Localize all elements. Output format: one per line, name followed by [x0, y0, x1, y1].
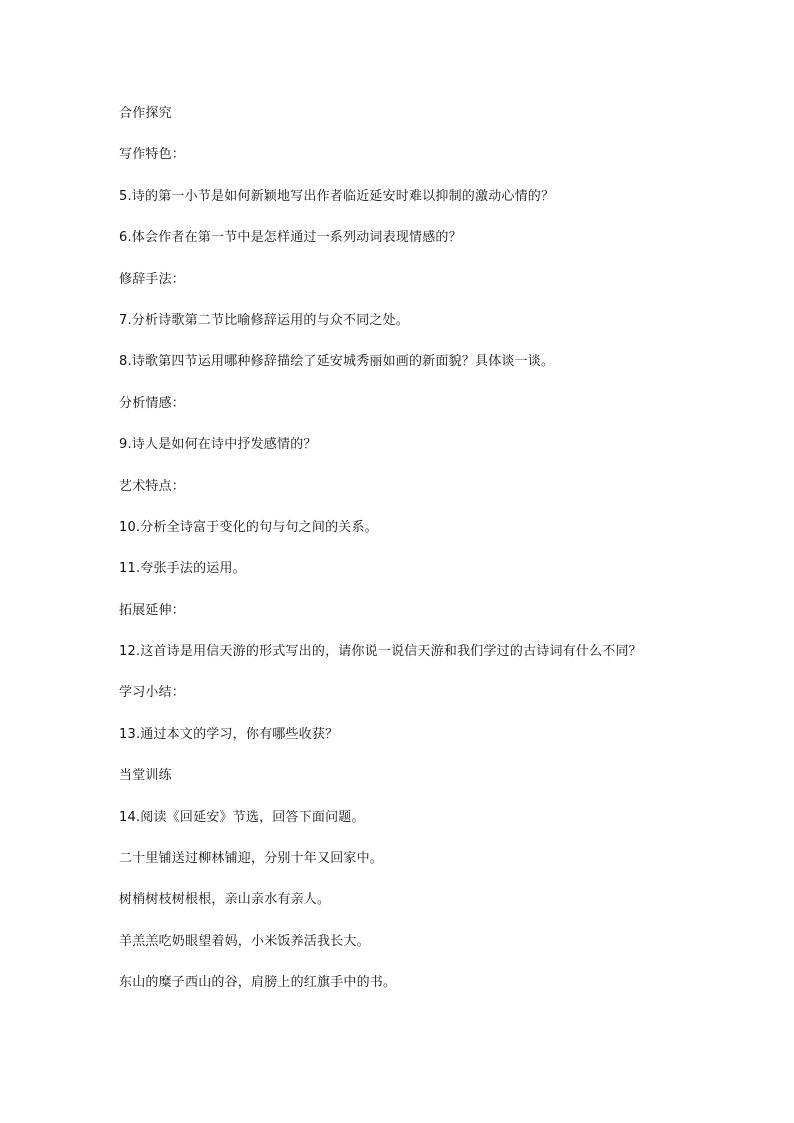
subheading-writing-features: 写作特色：: [119, 147, 186, 163]
poem-line-3: 羊羔羔吃奶眼望着妈，小米饭养活我长大。: [119, 933, 370, 949]
section-heading-cooperative-inquiry: 合作探究: [119, 106, 172, 121]
subheading-summary: 学习小结：: [119, 685, 186, 701]
subheading-extension: 拓展延伸：: [119, 602, 186, 618]
question-9: 9.诗人是如何在诗中抒发感情的？: [119, 437, 317, 453]
poem-line-1: 二十里铺送过柳林铺迎，分别十年又回家中。: [119, 851, 384, 867]
poem-line-2: 树梢树枝树根根，亲山亲水有亲人。: [119, 892, 331, 908]
question-12: 12.这首诗是用信天游的形式写出的，请你说一说信天游和我们学过的古诗词有什么不同？: [119, 644, 642, 660]
question-5: 5.诗的第一小节是如何新颖地写出作者临近延安时难以抑制的激动心情的？: [119, 188, 555, 204]
question-11: 11.夸张手法的运用。: [119, 561, 246, 577]
question-8: 8.诗歌第四节运用哪种修辞描绘了延安城秀丽如画的新面貌？具体谈一谈。: [119, 354, 555, 370]
section-heading-in-class-practice: 当堂训练: [119, 768, 172, 784]
question-7: 7.分析诗歌第二节比喻修辞运用的与众不同之处。: [119, 312, 410, 328]
question-10: 10.分析全诗富于变化的句与句之间的关系。: [119, 519, 378, 535]
subheading-artistic-features: 艺术特点：: [119, 478, 186, 494]
poem-line-4: 东山的糜子西山的谷，肩膀上的红旗手中的书。: [119, 975, 397, 991]
subheading-emotion-analysis: 分析情感：: [119, 395, 186, 411]
document-body: [119, 104, 719, 1015]
question-14: 14.阅读《回延安》节选，回答下面问题。: [119, 809, 365, 825]
subheading-rhetoric: 修辞手法：: [119, 271, 186, 287]
question-6: 6.体会作者在第一节中是怎样通过一系列动词表现情感的？: [119, 230, 462, 246]
question-13: 13.通过本文的学习，你有哪些收获？: [119, 726, 339, 742]
